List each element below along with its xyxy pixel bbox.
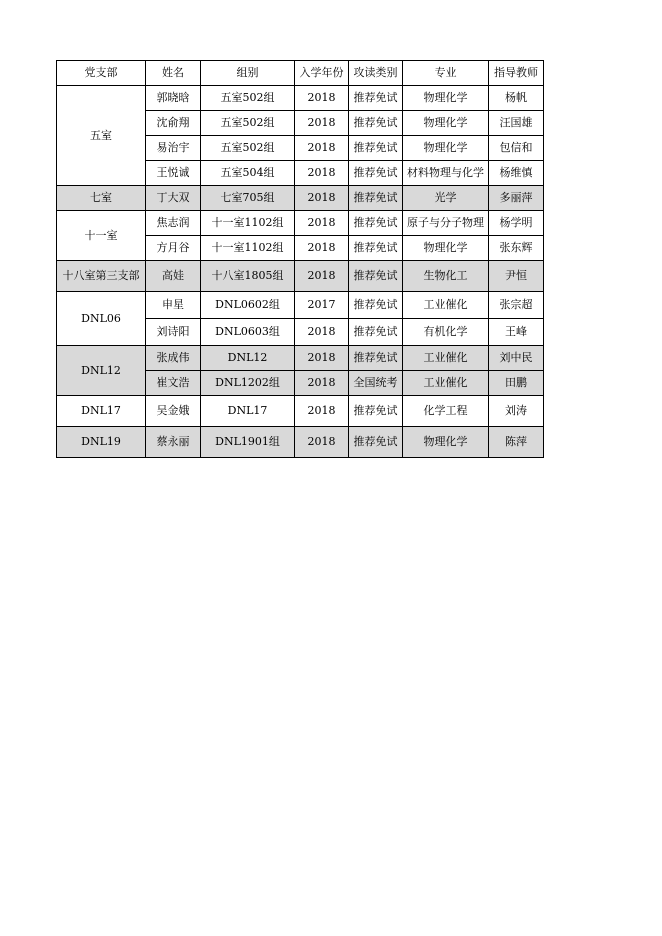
table-row <box>57 86 544 111</box>
advisor-cell: 包信和 <box>489 136 544 161</box>
advisor-cell: 田鹏 <box>489 371 544 396</box>
major-cell <box>403 161 489 186</box>
major-text: 原子与分子物理 <box>407 217 484 229</box>
branch-cell: DNL19 <box>57 427 146 458</box>
major-cell: 工业催化 <box>403 371 489 396</box>
year-cell: 2018 <box>295 261 349 292</box>
year-cell: 2018 <box>295 371 349 396</box>
name-cell: 郭晓晗 <box>146 86 201 111</box>
year-cell: 2018 <box>295 86 349 111</box>
header-group: 组别 <box>201 61 295 86</box>
year-cell: 2018 <box>295 346 349 371</box>
group-cell: 五室504组 <box>201 161 295 186</box>
group-cell: DNL1901组 <box>201 427 295 458</box>
year-cell: 2018 <box>295 186 349 211</box>
type-cell: 全国统考 <box>349 371 403 396</box>
major-cell: 物理化学 <box>403 236 489 261</box>
year-cell: 2018 <box>295 111 349 136</box>
header-name: 姓名 <box>146 61 201 86</box>
name-cell: 崔文浩 <box>146 371 201 396</box>
name-cell: 吴金娥 <box>146 396 201 427</box>
advisor-cell: 杨维慎 <box>489 161 544 186</box>
name-cell: 申星 <box>146 292 201 319</box>
year-cell: 2018 <box>295 236 349 261</box>
type-cell: 推荐免试 <box>349 111 403 136</box>
year-cell: 2018 <box>295 319 349 346</box>
year-cell: 2017 <box>295 292 349 319</box>
major-cell: 化学工程 <box>403 396 489 427</box>
type-cell: 推荐免试 <box>349 319 403 346</box>
major-cell <box>403 211 489 236</box>
name-cell: 蔡永丽 <box>146 427 201 458</box>
type-cell: 推荐免试 <box>349 396 403 427</box>
table-row <box>57 261 544 292</box>
advisor-cell: 刘中民 <box>489 346 544 371</box>
major-cell: 物理化学 <box>403 136 489 161</box>
advisor-cell: 陈萍 <box>489 427 544 458</box>
student-roster-table <box>56 60 544 458</box>
table-header-row <box>57 61 544 86</box>
year-cell: 2018 <box>295 396 349 427</box>
type-cell: 推荐免试 <box>349 186 403 211</box>
type-cell: 推荐免试 <box>349 292 403 319</box>
header-major: 专业 <box>403 61 489 86</box>
name-cell: 沈俞翔 <box>146 111 201 136</box>
group-cell: DNL0602组 <box>201 292 295 319</box>
major-cell: 生物化工 <box>403 261 489 292</box>
major-cell: 工业催化 <box>403 346 489 371</box>
major-cell: 光学 <box>403 186 489 211</box>
table-row <box>57 211 544 236</box>
type-cell: 推荐免试 <box>349 236 403 261</box>
header-advisor: 指导教师 <box>489 61 544 86</box>
major-cell: 物理化学 <box>403 111 489 136</box>
group-cell: 五室502组 <box>201 111 295 136</box>
name-cell: 焦志润 <box>146 211 201 236</box>
branch-cell: DNL17 <box>57 396 146 427</box>
name-cell: 王悦诚 <box>146 161 201 186</box>
type-cell: 推荐免试 <box>349 346 403 371</box>
group-cell: DNL17 <box>201 396 295 427</box>
advisor-cell: 尹恒 <box>489 261 544 292</box>
type-cell: 推荐免试 <box>349 211 403 236</box>
year-cell: 2018 <box>295 161 349 186</box>
table-row <box>57 427 544 458</box>
type-cell: 推荐免试 <box>349 136 403 161</box>
year-cell: 2018 <box>295 211 349 236</box>
major-cell: 物理化学 <box>403 427 489 458</box>
advisor-cell: 刘涛 <box>489 396 544 427</box>
table-row <box>57 186 544 211</box>
group-cell: 五室502组 <box>201 86 295 111</box>
major-text: 材料物理与化学 <box>407 167 484 179</box>
year-cell: 2018 <box>295 136 349 161</box>
name-cell: 刘诗阳 <box>146 319 201 346</box>
header-year: 入学年份 <box>295 61 349 86</box>
advisor-cell: 张东辉 <box>489 236 544 261</box>
name-cell: 易治宇 <box>146 136 201 161</box>
advisor-cell: 杨学明 <box>489 211 544 236</box>
group-cell: 十一室1102组 <box>201 211 295 236</box>
type-cell: 推荐免试 <box>349 161 403 186</box>
type-cell: 推荐免试 <box>349 86 403 111</box>
type-cell: 推荐免试 <box>349 261 403 292</box>
advisor-cell: 汪国雄 <box>489 111 544 136</box>
name-cell: 方月谷 <box>146 236 201 261</box>
type-cell: 推荐免试 <box>349 427 403 458</box>
advisor-cell: 张宗超 <box>489 292 544 319</box>
group-cell: DNL12 <box>201 346 295 371</box>
branch-cell: DNL06 <box>57 292 146 346</box>
name-cell: 丁大双 <box>146 186 201 211</box>
table-row <box>57 292 544 319</box>
header-type: 攻读类别 <box>349 61 403 86</box>
major-cell: 工业催化 <box>403 292 489 319</box>
major-cell: 物理化学 <box>403 86 489 111</box>
name-cell: 张成伟 <box>146 346 201 371</box>
group-cell: 十八室1805组 <box>201 261 295 292</box>
table-row <box>57 346 544 371</box>
branch-cell: 五室 <box>57 86 146 186</box>
advisor-cell: 多丽萍 <box>489 186 544 211</box>
group-cell: 五室502组 <box>201 136 295 161</box>
group-cell: 十一室1102组 <box>201 236 295 261</box>
branch-cell: 七室 <box>57 186 146 211</box>
group-cell: DNL0603组 <box>201 319 295 346</box>
group-cell: DNL1202组 <box>201 371 295 396</box>
name-cell: 高娃 <box>146 261 201 292</box>
branch-cell: 十一室 <box>57 211 146 261</box>
branch-cell: DNL12 <box>57 346 146 396</box>
branch-cell: 十八室第三支部 <box>57 261 146 292</box>
year-cell: 2018 <box>295 427 349 458</box>
advisor-cell: 王峰 <box>489 319 544 346</box>
header-branch: 党支部 <box>57 61 146 86</box>
major-cell: 有机化学 <box>403 319 489 346</box>
table-row <box>57 396 544 427</box>
group-cell: 七室705组 <box>201 186 295 211</box>
advisor-cell: 杨帆 <box>489 86 544 111</box>
